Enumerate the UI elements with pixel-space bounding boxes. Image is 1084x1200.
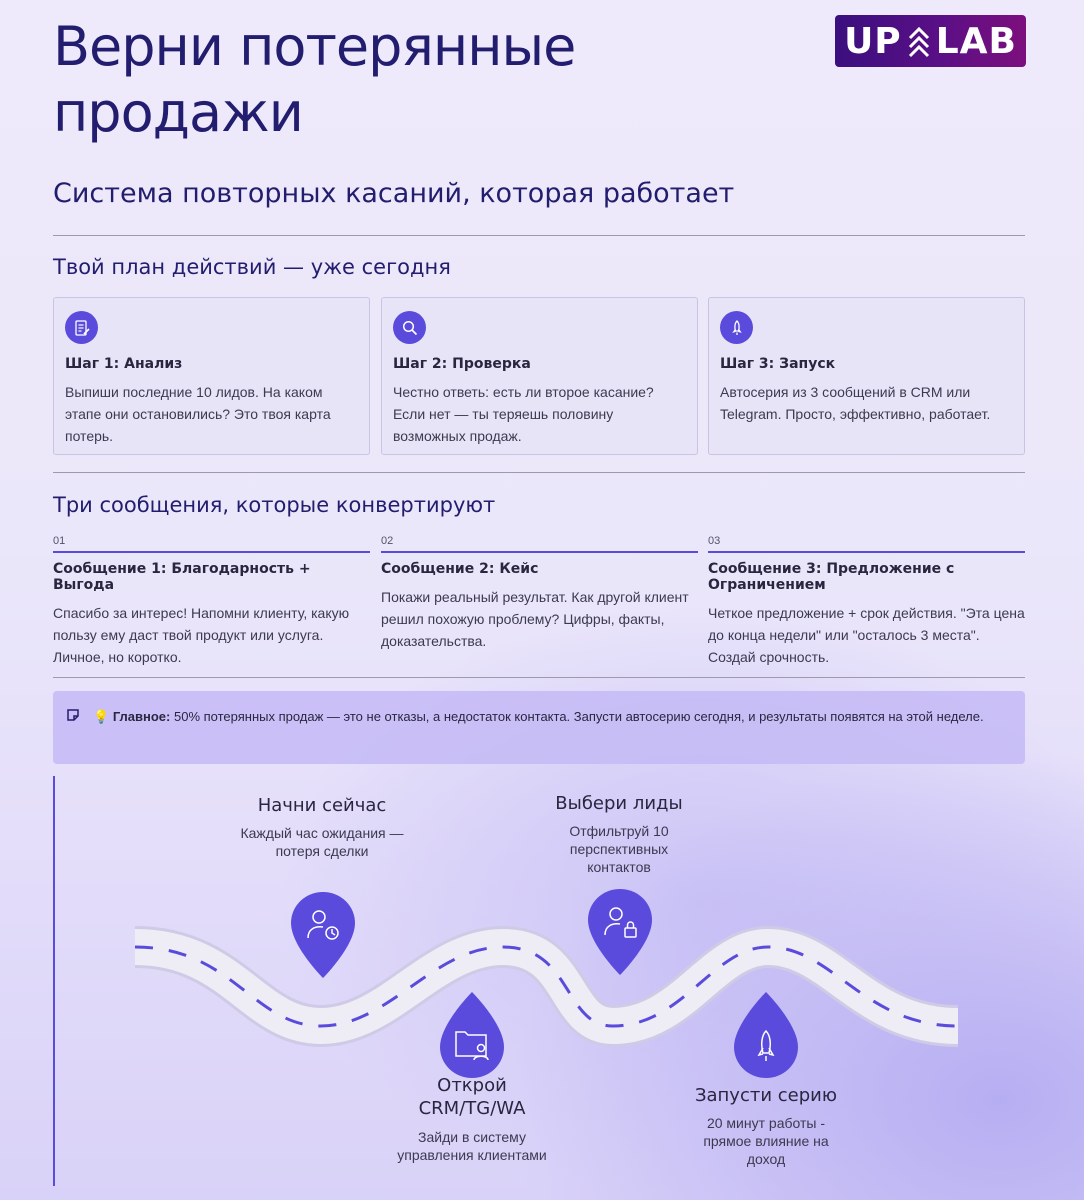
message-title: Сообщение 3: Предложение с Ограничением: [708, 561, 955, 593]
divider: [53, 677, 1025, 678]
pin-choose-leads: [588, 889, 652, 975]
message-column-3: [708, 535, 1025, 668]
page-subtitle: Система повторных касаний, которая работает: [53, 178, 735, 209]
message-number: 02: [381, 535, 394, 547]
message-column-1: [53, 535, 370, 668]
step-text: Автосерия из 3 сообщений в CRM или Telegram. Просто, эффективно, работает.: [720, 384, 991, 422]
step-title: Шаг 2: Проверка: [393, 356, 531, 372]
logo-text-right: LAB: [935, 20, 1017, 62]
step-title: Шаг 3: Запуск: [720, 356, 836, 372]
pin-open-crm: [440, 992, 504, 1078]
stage-open-crm: [397, 1074, 547, 1164]
stage-text: Зайди в систему управления клиентами: [397, 1129, 547, 1163]
sticky-note-icon: [66, 708, 80, 722]
callout-label: Главное:: [112, 709, 171, 724]
stage-title: Открой CRM/TG/WA: [418, 1075, 526, 1119]
stage-text: Каждый час ожидания — потеря сделки: [240, 825, 404, 859]
stage-text: 20 минут работы - прямое влияние на доход: [703, 1115, 829, 1167]
stage-start-now: [240, 795, 404, 860]
plan-section-title: Твой план действий — уже сегодня: [53, 255, 451, 279]
message-column-2: [381, 535, 698, 652]
message-text: Покажи реальный результат. Как другой клиент решил похожую проблему? Цифры, факты, доказательства.: [381, 589, 689, 649]
callout-text: 50% потерянных продаж — это не отказы, а недостаток контакта. Запусти автосерию сегодня, и результаты появятся на этой неделе.: [170, 709, 984, 724]
step-text: Честно ответь: есть ли второе касание? Если нет — ты теряешь половину возможных продаж.: [393, 384, 654, 444]
stage-text: Отфильтруй 10 перспективных контактов: [569, 823, 669, 875]
message-title: Сообщение 1: Благодарность + Выгода: [53, 561, 311, 593]
document-edit-icon: [73, 319, 91, 337]
divider: [53, 472, 1025, 473]
message-text: Спасибо за интерес! Напомни клиенту, какую пользу ему даст твой продукт или услуга. Личное, но коротко.: [53, 605, 350, 665]
uplab-logo: [835, 15, 1026, 67]
messages-section-title: Три сообщения, которые конвертируют: [53, 493, 496, 517]
stage-title: Запусти серию: [694, 1085, 838, 1106]
message-accent-line: [381, 551, 698, 553]
search-icon: [401, 319, 419, 337]
step-card-analysis: [53, 297, 370, 455]
message-number: 03: [708, 535, 721, 547]
step-card-launch: [708, 297, 1025, 455]
message-accent-line: [708, 551, 1025, 553]
logo-text-left: UP: [844, 20, 902, 62]
step-title: Шаг 1: Анализ: [65, 356, 183, 372]
stage-title: Начни сейчас: [257, 795, 387, 816]
stage-choose-leads: [537, 793, 701, 876]
roadmap-section: [53, 776, 1025, 1191]
stage-launch-series: [686, 1085, 846, 1168]
message-number: 01: [53, 535, 66, 547]
message-text: Четкое предложение + срок действия. "Эта цена до конца недели" или "осталось 3 места". Создай срочность.: [708, 605, 1025, 665]
pin-start-now: [291, 892, 355, 978]
message-title: Сообщение 2: Кейс: [381, 561, 539, 577]
lightbulb-icon: 💡: [93, 709, 110, 724]
divider: [53, 235, 1025, 236]
pin-launch-series: [734, 992, 798, 1078]
chevron-up-icon: [906, 24, 932, 58]
step-text: Выпиши последние 10 лидов. На каком этапе они остановились? Это твоя карта потерь.: [65, 384, 331, 444]
stage-title: Выбери лиды: [555, 793, 683, 814]
message-accent-line: [53, 551, 370, 553]
rocket-icon: [728, 319, 746, 337]
step-card-check: [381, 297, 698, 455]
page-title: Верни потерянные продажи: [53, 15, 576, 144]
key-takeaway-callout: [53, 691, 1025, 764]
